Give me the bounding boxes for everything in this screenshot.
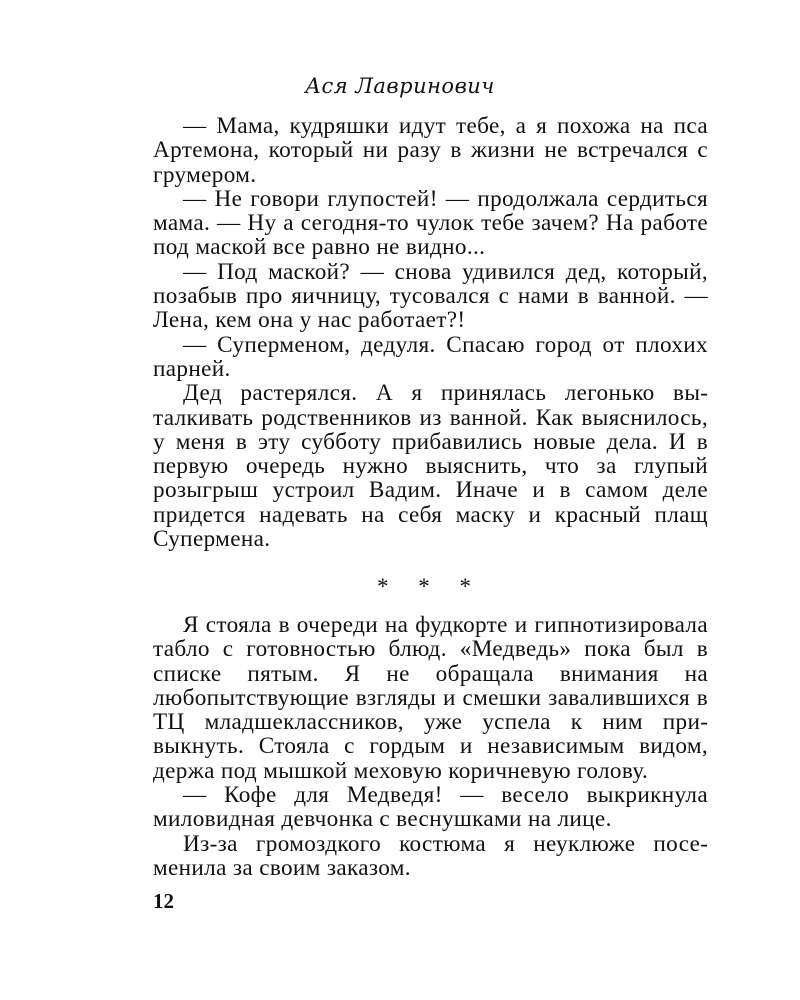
paragraph: Я стояла в очереди на фудкорте и гипнотизировала табло с готовностью блюд. «Медведь» пока был в списке пятым. Я не обращала внимания на любопытствующие взгляды и смешки завалившихся в ТЦ младшеклассников, уже успела к ним привыкнуть. Стояла с гордым и независимым видом, держа под мышкой меховую коричневую голову. bbox=[153, 612, 708, 784]
page-number: 12 bbox=[153, 889, 174, 913]
text-block-bottom bbox=[153, 613, 708, 880]
text-block-top bbox=[153, 114, 708, 551]
paragraph: — Не говори глупостей! — продолжала сердиться мама. — Ну а сегодня-то чулок тебе зачем? На работе под маской все равно не видно... bbox=[153, 185, 708, 261]
paragraph: — Кофе для Медведя! — весело выкрикнула миловидная девчонка с веснушками на лице. bbox=[153, 782, 708, 833]
running-head-author: Ася Лавринович bbox=[305, 74, 495, 98]
paragraph: Дед растерялся. А я принялась легонько выталкивать родственников из ванной. Как выяснилось, у меня в эту субботу прибавились новые дела. И в первую очередь нужно выяснить, что за глупый розыгрыш устроил Вадим. Иначе и в самом деле придется надевать на себя маску и красный плащ Супермена. bbox=[153, 380, 708, 553]
paragraph: — Суперменом, дедуля. Спасаю город от плохих парней. bbox=[153, 331, 708, 382]
paragraph: — Мама, кудряшки идут тебе, а я похожа на пса Артемона, который ни разу в жизни не встречался с грумером. bbox=[153, 113, 708, 188]
paragraph: — Под маской? — снова удивился дед, который, позабыв про яичницу, тусовался с нами в ванной. — Лена, кем она у нас работает?! bbox=[153, 258, 708, 334]
paragraph: Из-за громоздкого костюма я неуклюже посеменила за своим заказом. bbox=[153, 830, 708, 881]
scene-break-asterisks: * * * bbox=[377, 574, 483, 599]
